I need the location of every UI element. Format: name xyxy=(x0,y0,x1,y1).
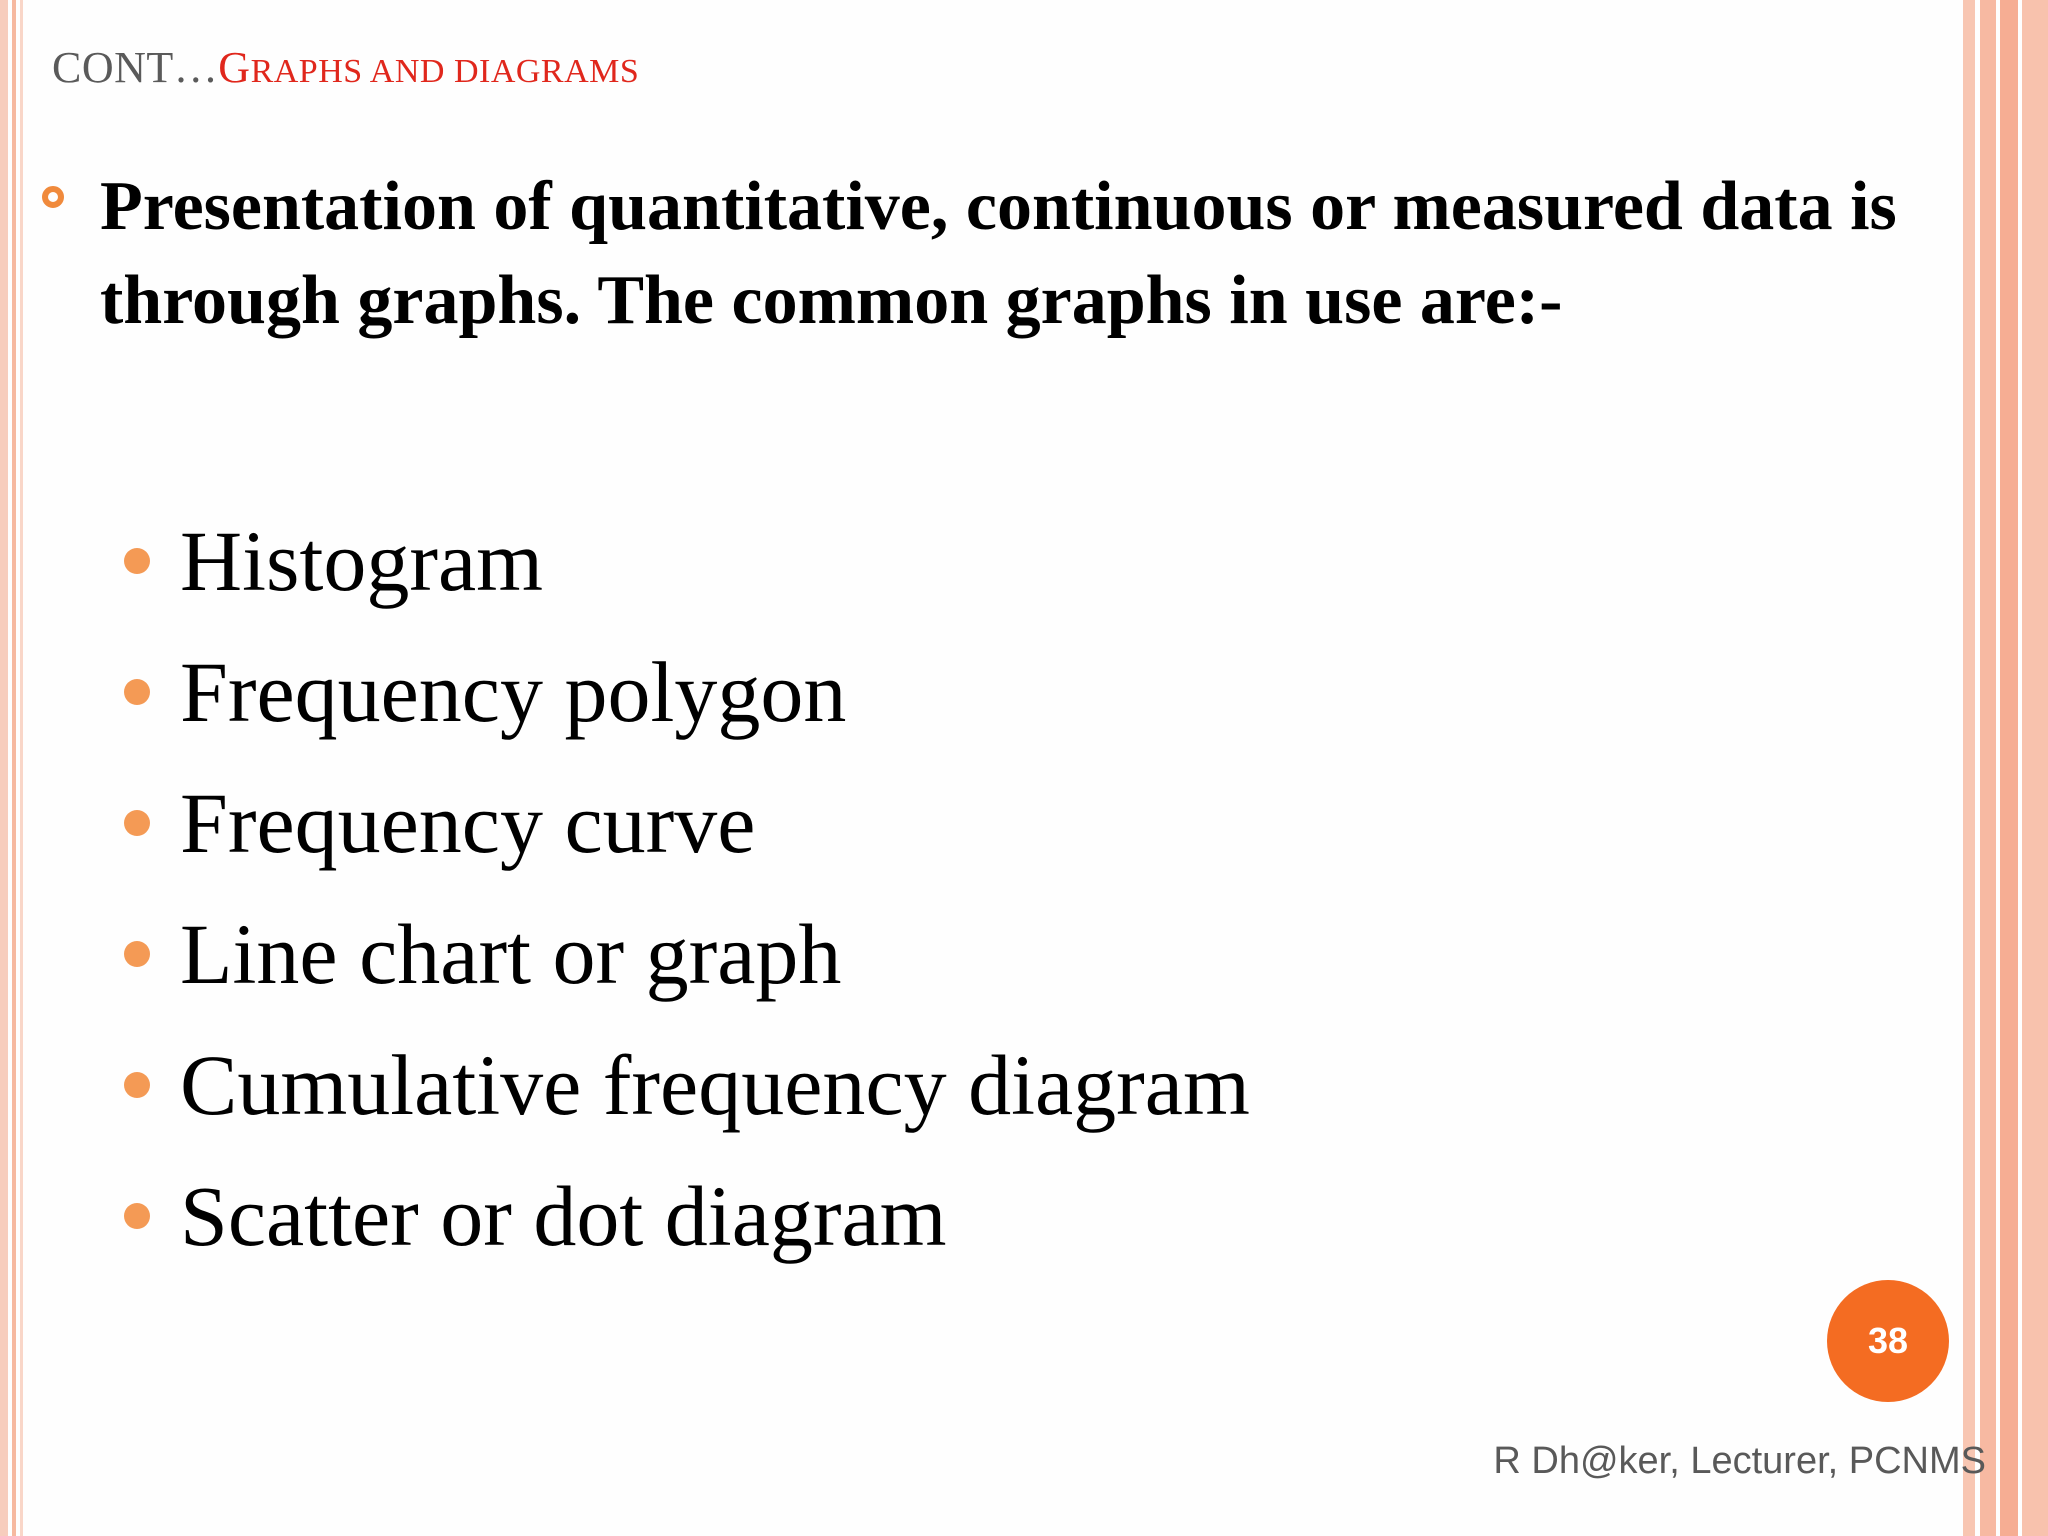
right-decor-stripe xyxy=(2022,0,2048,1536)
list-item-text: Histogram xyxy=(180,512,544,609)
page-number-badge xyxy=(1827,1280,1949,1402)
title-prefix: CONT… xyxy=(52,43,219,92)
footer-credit: R Dh@ker, Lecturer, PCNMS xyxy=(1493,1440,1986,1482)
left-decor-stripe xyxy=(12,0,16,1536)
left-decor-stripe xyxy=(0,0,8,1536)
list-item xyxy=(118,888,1250,1019)
slide-title xyxy=(52,42,639,93)
list-item-text: Frequency curve xyxy=(180,774,756,871)
ring-bullet-icon xyxy=(42,186,64,208)
dot-bullet-icon xyxy=(124,1072,150,1098)
dot-bullet-icon xyxy=(124,548,150,574)
list-item-text: Cumulative frequency diagram xyxy=(180,1036,1250,1133)
right-decor-stripe xyxy=(2000,0,2018,1536)
dot-bullet-icon xyxy=(124,941,150,967)
main-point xyxy=(38,160,1918,348)
title-initial: G xyxy=(218,43,251,92)
dot-bullet-icon xyxy=(124,679,150,705)
list-item xyxy=(118,1019,1250,1150)
list-item-text: Frequency polygon xyxy=(180,643,847,740)
title-rest: RAPHS AND DIAGRAMS xyxy=(250,53,640,90)
list-item-text: Scatter or dot diagram xyxy=(180,1167,947,1264)
list-item xyxy=(118,495,1250,626)
list-item xyxy=(118,1150,1250,1281)
list-item xyxy=(118,757,1250,888)
right-decor-stripe xyxy=(1963,0,1975,1536)
page-number: 38 xyxy=(1867,1320,1909,1361)
graph-types-list xyxy=(118,495,1250,1281)
list-item-text: Line chart or graph xyxy=(180,905,842,1002)
dot-bullet-icon xyxy=(124,1203,150,1229)
left-decor-stripe xyxy=(20,0,23,1536)
main-point-text: Presentation of quantitative, continuous or measured data is through graphs. The common graphs in use are:- xyxy=(100,168,1897,339)
list-item xyxy=(118,626,1250,757)
dot-bullet-icon xyxy=(124,810,150,836)
right-decor-stripe xyxy=(1980,0,1996,1536)
